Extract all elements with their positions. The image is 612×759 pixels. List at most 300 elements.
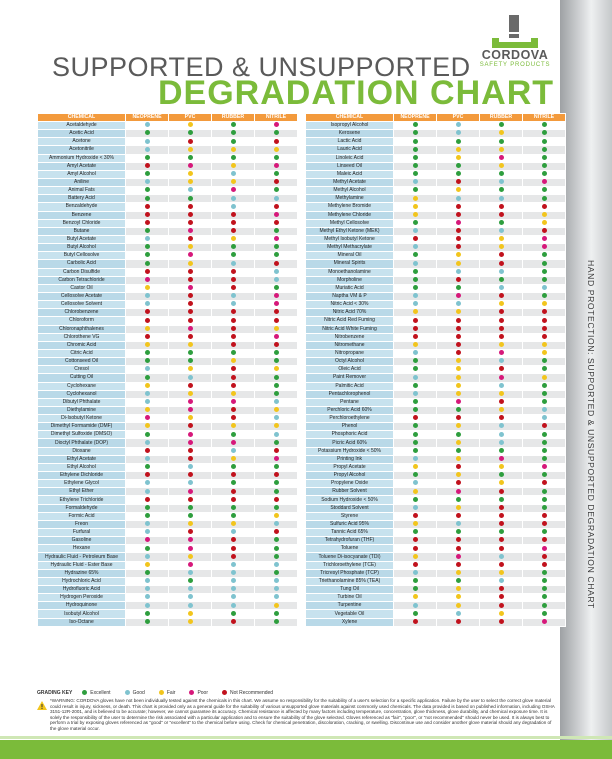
- not-recommended-dot-icon: [499, 212, 504, 217]
- key-item-excellent: [82, 690, 110, 696]
- rating-cell-pvc: [169, 284, 212, 292]
- chemical-name: Tung Oil: [306, 586, 394, 594]
- rating-cell-neoprene: [394, 463, 437, 471]
- excellent-dot-icon: [456, 171, 461, 176]
- not-recommended-dot-icon: [499, 513, 504, 518]
- rating-cell-neoprene: [394, 203, 437, 211]
- fair-dot-icon: [456, 586, 461, 591]
- table-row: [306, 235, 566, 243]
- rating-cell-rubber: [480, 569, 523, 577]
- rating-cell-pvc: [169, 349, 212, 357]
- excellent-dot-icon: [188, 513, 193, 518]
- poor-dot-icon: [456, 554, 461, 559]
- rating-cell-pvc: [169, 301, 212, 309]
- rating-cell-rubber: [212, 504, 255, 512]
- rating-cell-neoprene: [394, 317, 437, 325]
- rating-cell-pvc: [169, 488, 212, 496]
- table-row: [306, 260, 566, 268]
- chemical-name: Ammonium Hydroxide < 30%: [38, 154, 126, 162]
- chemical-name: Trichloroethylene (TCE): [306, 561, 394, 569]
- fair-dot-icon: [231, 358, 236, 363]
- not-recommended-dot-icon: [188, 472, 193, 477]
- table-row: [306, 594, 566, 602]
- excellent-dot-icon: [274, 537, 279, 542]
- table-row: [38, 187, 298, 195]
- rating-cell-rubber: [212, 349, 255, 357]
- chemical-name: Methyl Alcohol: [306, 187, 394, 195]
- rating-cell-neoprene: [394, 529, 437, 537]
- good-dot-icon: [188, 586, 193, 591]
- good-dot-icon: [456, 196, 461, 201]
- page-title-line1: SUPPORTED & UNSUPPORTED: [52, 52, 471, 82]
- rating-cell-rubber: [480, 268, 523, 276]
- good-dot-icon: [125, 690, 130, 695]
- rating-cell-rubber: [212, 301, 255, 309]
- chemical-name: Propyl Alcohol: [306, 472, 394, 480]
- rating-cell-rubber: [212, 211, 255, 219]
- table-row: [38, 488, 298, 496]
- excellent-dot-icon: [145, 513, 150, 518]
- rating-cell-rubber: [480, 138, 523, 146]
- rating-cell-neoprene: [394, 415, 437, 423]
- rating-cell-rubber: [212, 390, 255, 398]
- rating-cell-nitrile: [523, 423, 566, 431]
- rating-cell-rubber: [480, 341, 523, 349]
- rating-cell-nitrile: [523, 268, 566, 276]
- rating-cell-pvc: [437, 301, 480, 309]
- not-recommended-dot-icon: [231, 220, 236, 225]
- fair-dot-icon: [413, 554, 418, 559]
- rating-cell-pvc: [169, 276, 212, 284]
- fair-dot-icon: [145, 562, 150, 567]
- chemical-name: Hydraulic Fluid - Ester Base: [38, 561, 126, 569]
- rating-cell-pvc: [169, 260, 212, 268]
- rating-cell-nitrile: [523, 252, 566, 260]
- table-row: [38, 390, 298, 398]
- excellent-dot-icon: [456, 163, 461, 168]
- not-recommended-dot-icon: [188, 139, 193, 144]
- good-dot-icon: [499, 383, 504, 388]
- good-dot-icon: [188, 464, 193, 469]
- chemical-name: Nitric Acid 70%: [306, 309, 394, 317]
- rating-cell-pvc: [437, 162, 480, 170]
- table-row: [38, 341, 298, 349]
- chemical-name: Rubber Solvent: [306, 488, 394, 496]
- rating-cell-pvc: [437, 268, 480, 276]
- not-recommended-dot-icon: [231, 277, 236, 282]
- chemical-name: Morpholine: [306, 276, 394, 284]
- rating-cell-pvc: [169, 187, 212, 195]
- rating-cell-neoprene: [126, 276, 169, 284]
- chemical-name: Carbon Tetrachloride: [38, 276, 126, 284]
- table-row: [306, 455, 566, 463]
- fair-dot-icon: [188, 171, 193, 176]
- excellent-dot-icon: [274, 391, 279, 396]
- good-dot-icon: [231, 594, 236, 599]
- chemical-name: Perchloroethylene: [306, 415, 394, 423]
- fair-dot-icon: [499, 391, 504, 396]
- good-dot-icon: [274, 578, 279, 583]
- excellent-dot-icon: [145, 570, 150, 575]
- good-dot-icon: [274, 594, 279, 599]
- excellent-dot-icon: [413, 586, 418, 591]
- rating-cell-nitrile: [523, 390, 566, 398]
- not-recommended-dot-icon: [145, 448, 150, 453]
- fair-dot-icon: [145, 407, 150, 412]
- rating-cell-neoprene: [394, 309, 437, 317]
- rating-cell-pvc: [437, 577, 480, 585]
- not-recommended-dot-icon: [499, 399, 504, 404]
- rating-cell-neoprene: [394, 569, 437, 577]
- not-recommended-dot-icon: [456, 562, 461, 567]
- table-row: [38, 480, 298, 488]
- poor-dot-icon: [542, 236, 547, 241]
- table-row: [306, 512, 566, 520]
- fair-dot-icon: [456, 261, 461, 266]
- chemical-name: Octyl Alcohol: [306, 358, 394, 366]
- rating-cell-nitrile: [523, 146, 566, 154]
- chemical-name: Methyl Acetate: [306, 178, 394, 186]
- rating-cell-rubber: [212, 268, 255, 276]
- poor-dot-icon: [145, 277, 150, 282]
- chemical-name: Cutting Oil: [38, 374, 126, 382]
- rating-cell-neoprene: [126, 610, 169, 618]
- good-dot-icon: [456, 521, 461, 526]
- fair-dot-icon: [145, 383, 150, 388]
- excellent-dot-icon: [413, 147, 418, 152]
- rating-cell-neoprene: [126, 130, 169, 138]
- table-row: [38, 569, 298, 577]
- chemical-name: Chloroform: [38, 317, 126, 325]
- table-row: [306, 130, 566, 138]
- rating-cell-nitrile: [255, 586, 298, 594]
- not-recommended-dot-icon: [499, 594, 504, 599]
- chemical-name: Paint Remover: [306, 374, 394, 382]
- not-recommended-dot-icon: [274, 204, 279, 209]
- chemical-name: Methyl Isobutyl Ketone: [306, 235, 394, 243]
- rating-cell-pvc: [169, 292, 212, 300]
- column-header-chemical: CHEMICAL: [306, 114, 394, 122]
- rating-cell-nitrile: [255, 235, 298, 243]
- rating-cell-rubber: [212, 594, 255, 602]
- rating-cell-pvc: [169, 366, 212, 374]
- chemical-name: Xylene: [306, 618, 394, 626]
- rating-cell-rubber: [212, 333, 255, 341]
- table-row: [38, 455, 298, 463]
- rating-cell-nitrile: [255, 496, 298, 504]
- chemical-name: Tricresyl Phosphate (TCP): [306, 569, 394, 577]
- excellent-dot-icon: [413, 171, 418, 176]
- table-row: [306, 553, 566, 561]
- rating-cell-rubber: [212, 195, 255, 203]
- rating-cell-nitrile: [255, 382, 298, 390]
- table-row: [306, 301, 566, 309]
- not-recommended-dot-icon: [542, 554, 547, 559]
- rating-cell-rubber: [212, 586, 255, 594]
- rating-cell-nitrile: [255, 439, 298, 447]
- chemical-name: Dimethyl Formamide (DMF): [38, 423, 126, 431]
- excellent-dot-icon: [274, 228, 279, 233]
- good-dot-icon: [145, 489, 150, 494]
- rating-cell-rubber: [480, 366, 523, 374]
- rating-cell-nitrile: [255, 415, 298, 423]
- not-recommended-dot-icon: [274, 342, 279, 347]
- rating-cell-neoprene: [394, 447, 437, 455]
- not-recommended-dot-icon: [413, 513, 418, 518]
- fair-dot-icon: [542, 342, 547, 347]
- table-row: [38, 244, 298, 252]
- good-dot-icon: [231, 562, 236, 567]
- excellent-dot-icon: [542, 432, 547, 437]
- chemical-name: Oleic Acid: [306, 366, 394, 374]
- not-recommended-dot-icon: [274, 139, 279, 144]
- good-dot-icon: [145, 301, 150, 306]
- chemical-name: Lactic Acid: [306, 138, 394, 146]
- poor-dot-icon: [499, 155, 504, 160]
- rating-cell-neoprene: [126, 341, 169, 349]
- rating-cell-pvc: [437, 382, 480, 390]
- excellent-dot-icon: [542, 456, 547, 461]
- rating-cell-rubber: [480, 463, 523, 471]
- fair-dot-icon: [274, 147, 279, 152]
- rating-cell-rubber: [480, 447, 523, 455]
- rating-cell-nitrile: [255, 301, 298, 309]
- rating-cell-pvc: [437, 187, 480, 195]
- fair-dot-icon: [188, 261, 193, 266]
- table-header-row: [38, 114, 298, 122]
- rating-cell-neoprene: [126, 154, 169, 162]
- rating-cell-pvc: [169, 586, 212, 594]
- excellent-dot-icon: [542, 269, 547, 274]
- good-dot-icon: [413, 350, 418, 355]
- fair-dot-icon: [188, 611, 193, 616]
- good-dot-icon: [413, 301, 418, 306]
- rating-cell-neoprene: [394, 366, 437, 374]
- fair-dot-icon: [274, 513, 279, 518]
- rating-cell-pvc: [437, 195, 480, 203]
- good-dot-icon: [413, 228, 418, 233]
- fair-dot-icon: [274, 407, 279, 412]
- not-recommended-dot-icon: [145, 334, 150, 339]
- rating-cell-pvc: [169, 431, 212, 439]
- good-dot-icon: [274, 196, 279, 201]
- rating-cell-pvc: [169, 472, 212, 480]
- good-dot-icon: [188, 570, 193, 575]
- fair-dot-icon: [413, 594, 418, 599]
- not-recommended-dot-icon: [145, 497, 150, 502]
- excellent-dot-icon: [456, 529, 461, 534]
- poor-dot-icon: [188, 537, 193, 542]
- rating-cell-rubber: [212, 292, 255, 300]
- chemical-name: Dioctyl Phthalate (DOP): [38, 439, 126, 447]
- chemical-name: Methylamine: [306, 195, 394, 203]
- not-recommended-dot-icon: [188, 383, 193, 388]
- excellent-dot-icon: [413, 358, 418, 363]
- good-dot-icon: [413, 391, 418, 396]
- table-row: [38, 203, 298, 211]
- rating-cell-neoprene: [126, 309, 169, 317]
- rating-cell-pvc: [169, 268, 212, 276]
- rating-cell-rubber: [212, 187, 255, 195]
- chemical-name: Linseed Oil: [306, 162, 394, 170]
- rating-cell-rubber: [212, 309, 255, 317]
- chemical-name: Acetic Acid: [38, 130, 126, 138]
- rating-cell-neoprene: [126, 325, 169, 333]
- excellent-dot-icon: [542, 505, 547, 510]
- rating-cell-rubber: [212, 341, 255, 349]
- rating-cell-neoprene: [394, 235, 437, 243]
- chemical-name: Di-Isobutyl Ketone: [38, 415, 126, 423]
- not-recommended-dot-icon: [499, 293, 504, 298]
- rating-cell-pvc: [169, 138, 212, 146]
- good-dot-icon: [231, 196, 236, 201]
- rating-cell-pvc: [169, 358, 212, 366]
- table-row: [38, 520, 298, 528]
- rating-cell-rubber: [480, 382, 523, 390]
- rating-cell-rubber: [212, 480, 255, 488]
- rating-cell-rubber: [480, 162, 523, 170]
- rating-cell-neoprene: [126, 398, 169, 406]
- grading-key-title: GRADING KEY: [37, 689, 73, 696]
- excellent-dot-icon: [274, 619, 279, 624]
- not-recommended-dot-icon: [413, 318, 418, 323]
- table-row: [38, 276, 298, 284]
- rating-cell-nitrile: [255, 561, 298, 569]
- not-recommended-dot-icon: [456, 228, 461, 233]
- excellent-dot-icon: [413, 269, 418, 274]
- table-row: [38, 325, 298, 333]
- table-row: [38, 472, 298, 480]
- chemical-name: Mineral Oil: [306, 252, 394, 260]
- rating-cell-pvc: [169, 244, 212, 252]
- table-row: [306, 504, 566, 512]
- rating-cell-nitrile: [523, 586, 566, 594]
- rating-cell-pvc: [437, 390, 480, 398]
- poor-dot-icon: [188, 432, 193, 437]
- excellent-dot-icon: [188, 155, 193, 160]
- rating-cell-neoprene: [394, 423, 437, 431]
- fair-dot-icon: [456, 383, 461, 388]
- rating-cell-rubber: [212, 325, 255, 333]
- poor-dot-icon: [274, 301, 279, 306]
- rating-cell-nitrile: [523, 178, 566, 186]
- fair-dot-icon: [413, 521, 418, 526]
- not-recommended-dot-icon: [456, 244, 461, 249]
- rating-cell-neoprene: [394, 488, 437, 496]
- rating-cell-rubber: [212, 610, 255, 618]
- chemical-name: Cottonseed Oil: [38, 358, 126, 366]
- rating-cell-pvc: [437, 423, 480, 431]
- fair-dot-icon: [145, 342, 150, 347]
- not-recommended-dot-icon: [456, 619, 461, 624]
- rating-cell-neoprene: [394, 146, 437, 154]
- fair-dot-icon: [188, 391, 193, 396]
- good-dot-icon: [188, 187, 193, 192]
- excellent-dot-icon: [456, 448, 461, 453]
- rating-cell-rubber: [212, 138, 255, 146]
- rating-cell-pvc: [169, 594, 212, 602]
- fair-dot-icon: [188, 342, 193, 347]
- excellent-dot-icon: [274, 383, 279, 388]
- chemical-name: Castor Oil: [38, 284, 126, 292]
- rating-cell-pvc: [169, 211, 212, 219]
- chemical-name: Ethyl Ether: [38, 488, 126, 496]
- poor-dot-icon: [456, 220, 461, 225]
- chemical-name: Ethylene Dichloride: [38, 472, 126, 480]
- excellent-dot-icon: [542, 472, 547, 477]
- chemical-name: Chlorobenzene: [38, 309, 126, 317]
- rating-cell-rubber: [212, 455, 255, 463]
- excellent-dot-icon: [413, 139, 418, 144]
- rating-cell-nitrile: [255, 463, 298, 471]
- excellent-dot-icon: [542, 261, 547, 266]
- excellent-dot-icon: [542, 252, 547, 257]
- rating-cell-pvc: [169, 439, 212, 447]
- fair-dot-icon: [145, 285, 150, 290]
- rating-cell-nitrile: [255, 610, 298, 618]
- rating-cell-neoprene: [126, 187, 169, 195]
- poor-dot-icon: [189, 690, 194, 695]
- table-header-row: [306, 114, 566, 122]
- rating-cell-nitrile: [255, 545, 298, 553]
- table-row: [306, 122, 566, 130]
- table-row: [306, 170, 566, 178]
- rating-cell-nitrile: [255, 520, 298, 528]
- not-recommended-dot-icon: [231, 375, 236, 380]
- poor-dot-icon: [499, 375, 504, 380]
- rating-cell-neoprene: [126, 203, 169, 211]
- rating-cell-rubber: [212, 577, 255, 585]
- table-row: [306, 472, 566, 480]
- table-row: [306, 537, 566, 545]
- good-dot-icon: [231, 603, 236, 608]
- rating-cell-pvc: [169, 423, 212, 431]
- rating-cell-pvc: [169, 610, 212, 618]
- good-dot-icon: [145, 586, 150, 591]
- table-row: [38, 227, 298, 235]
- rating-cell-nitrile: [523, 227, 566, 235]
- not-recommended-dot-icon: [413, 334, 418, 339]
- good-dot-icon: [413, 570, 418, 575]
- table-row: [306, 162, 566, 170]
- rating-cell-pvc: [437, 130, 480, 138]
- chemical-name: Hydroquinone: [38, 602, 126, 610]
- excellent-dot-icon: [274, 546, 279, 551]
- fair-dot-icon: [145, 423, 150, 428]
- fair-dot-icon: [413, 489, 418, 494]
- rating-cell-rubber: [480, 496, 523, 504]
- brand-tagline: SAFETY PRODUCTS: [479, 62, 551, 68]
- rating-cell-neoprene: [126, 569, 169, 577]
- rating-cell-nitrile: [255, 268, 298, 276]
- excellent-dot-icon: [231, 480, 236, 485]
- excellent-dot-icon: [542, 163, 547, 168]
- rating-cell-nitrile: [255, 227, 298, 235]
- rating-cell-nitrile: [523, 341, 566, 349]
- not-recommended-dot-icon: [413, 236, 418, 241]
- table-row: [38, 529, 298, 537]
- rating-cell-pvc: [169, 529, 212, 537]
- excellent-dot-icon: [413, 472, 418, 477]
- rating-cell-nitrile: [523, 472, 566, 480]
- rating-cell-neoprene: [394, 390, 437, 398]
- rating-cell-neoprene: [394, 406, 437, 414]
- rating-cell-nitrile: [523, 276, 566, 284]
- rating-cell-nitrile: [523, 366, 566, 374]
- fair-dot-icon: [499, 147, 504, 152]
- excellent-dot-icon: [274, 375, 279, 380]
- table-row: [38, 594, 298, 602]
